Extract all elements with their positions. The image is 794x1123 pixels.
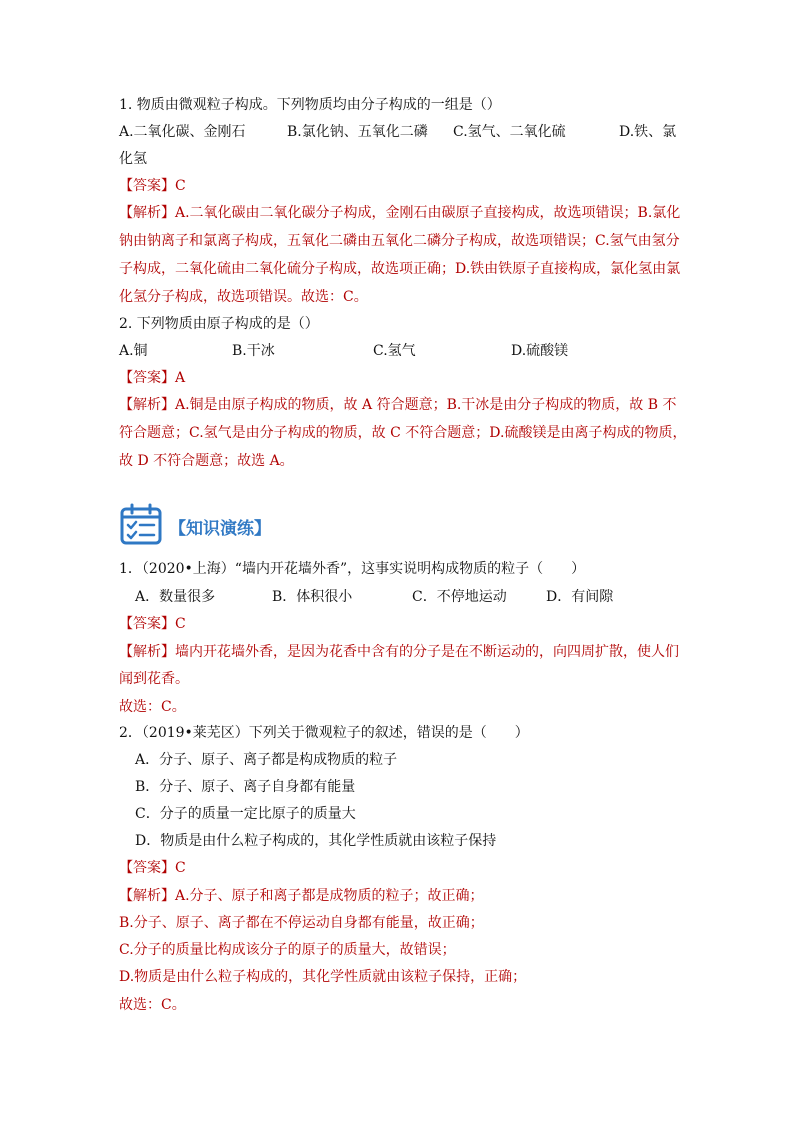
analysis-text: A.铜是由原子构成的物质，故 A 符合题意；B.干冰是由分子构成的物质，故 B 不: [175, 397, 677, 413]
p1-analysis-line-1: [119, 642, 679, 662]
answer-label: 【答案】: [119, 616, 175, 632]
p2-option-d: D．物质是由什么粒子构成的，其化学性质就由该粒子保持: [135, 833, 497, 849]
q1-analysis-line-4: 化氢分子构成，故选项错误。故选：C。: [119, 289, 368, 305]
analysis-text: 墙内开花墙外香，是因为花香中含有的分子是在不断运动的，向四周扩散，使人们: [175, 644, 679, 660]
p2-analysis-line-2: B.分子、原子、离子都在不停运动自身都有能量，故正确；: [119, 915, 484, 931]
q1-option-a: A.二氧化碳、金刚石: [119, 124, 246, 140]
p1-option-a: A．数量很多: [135, 589, 216, 605]
q1-answer: [119, 176, 186, 196]
q2-option-a: A.铜: [119, 343, 148, 359]
p2-analysis-line-4: D.物质是由什么粒子构成的，其化学性质就由该粒子保持，正确；: [119, 969, 527, 985]
p1-analysis-line-2: 闻到花香。: [119, 671, 189, 687]
calendar-checklist-icon: [119, 502, 163, 550]
answer-value: C: [175, 860, 186, 876]
p2-option-c: C．分子的质量一定比原子的质量大: [135, 806, 356, 822]
p1-option-b: B．体积很小: [272, 589, 353, 605]
q1-analysis-line-3: 子构成，二氧化硫由二氧化硫分子构成，故选项正确；D.铁由铁原子直接构成，氯化氢由氯: [119, 261, 681, 277]
analysis-label: 【解析】: [119, 888, 175, 904]
answer-label: 【答案】: [119, 370, 175, 386]
q2-answer: [119, 368, 185, 388]
p1-option-c: C．不停地运动: [412, 589, 507, 605]
answer-label: 【答案】: [119, 178, 175, 194]
q1-analysis-line-2: 钠由钠离子和氯离子构成，五氧化二磷由五氧化二磷分子构成，故选项错误；C.氢气由氢分: [119, 233, 680, 249]
q1-option-d-wrap: 化氢: [119, 151, 147, 167]
q1-option-d: D.铁、氯: [619, 124, 677, 140]
q2-option-d: D.硫酸镁: [511, 343, 569, 359]
p2-analysis-line-1: [119, 886, 484, 906]
p2-option-a: A．分子、原子、离子都是构成物质的粒子: [135, 752, 398, 768]
p1-stem: 1．（2020•上海）“墙内开花墙外香”，这事实说明构成物质的粒子（ ）: [119, 561, 586, 577]
section-title: 【知识演练】: [169, 518, 271, 539]
section-header: [119, 504, 271, 548]
p1-answer: [119, 614, 186, 634]
analysis-text: A.二氧化碳由二氧化碳分子构成，金刚石由碳原子直接构成，故选项错误；B.氯化: [175, 205, 681, 221]
analysis-label: 【解析】: [119, 205, 175, 221]
p1-conclusion: 故选：C。: [119, 699, 186, 715]
answer-value: C: [175, 616, 186, 632]
answer-value: C: [175, 178, 186, 194]
analysis-label: 【解析】: [119, 644, 175, 660]
q2-option-b: B.干冰: [232, 343, 275, 359]
answer-value: A: [175, 370, 186, 386]
analysis-label: 【解析】: [119, 397, 175, 413]
p1-option-d: D．有间隙: [546, 589, 614, 605]
q2-analysis-line-3: 故 D 不符合题意；故选 A。: [119, 453, 294, 469]
q1-option-c: C.氢气、二氧化硫: [453, 124, 566, 140]
q2-stem: 2. 下列物质由原子构成的是（）: [119, 316, 319, 332]
p2-stem: 2．（2019•莱芜区）下列关于微观粒子的叙述，错误的是（ ）: [119, 725, 529, 741]
q2-analysis-line-2: 符合题意；C.氢气是由分子构成的物质，故 C 不符合题意；D.硫酸镁是由离子构成的物质，: [119, 425, 687, 441]
p2-answer: [119, 858, 186, 878]
answer-label: 【答案】: [119, 860, 175, 876]
analysis-text: A.分子、原子和离子都是成物质的粒子；故正确；: [175, 888, 484, 904]
q1-option-b: B.氯化钠、五氧化二磷: [287, 124, 428, 140]
p2-option-b: B．分子、原子、离子自身都有能量: [135, 779, 356, 795]
p2-analysis-line-3: C.分子的质量比构成该分子的原子的质量大，故错误；: [119, 942, 456, 958]
q2-analysis-line-1: [119, 395, 677, 415]
p2-analysis-line-5: 故选：C。: [119, 997, 186, 1013]
q2-option-c: C.氢气: [373, 343, 416, 359]
q1-analysis-line-1: [119, 203, 680, 223]
q1-stem: 1. 物质由微观粒子构成。下列物质均由分子构成的一组是（）: [119, 97, 501, 113]
